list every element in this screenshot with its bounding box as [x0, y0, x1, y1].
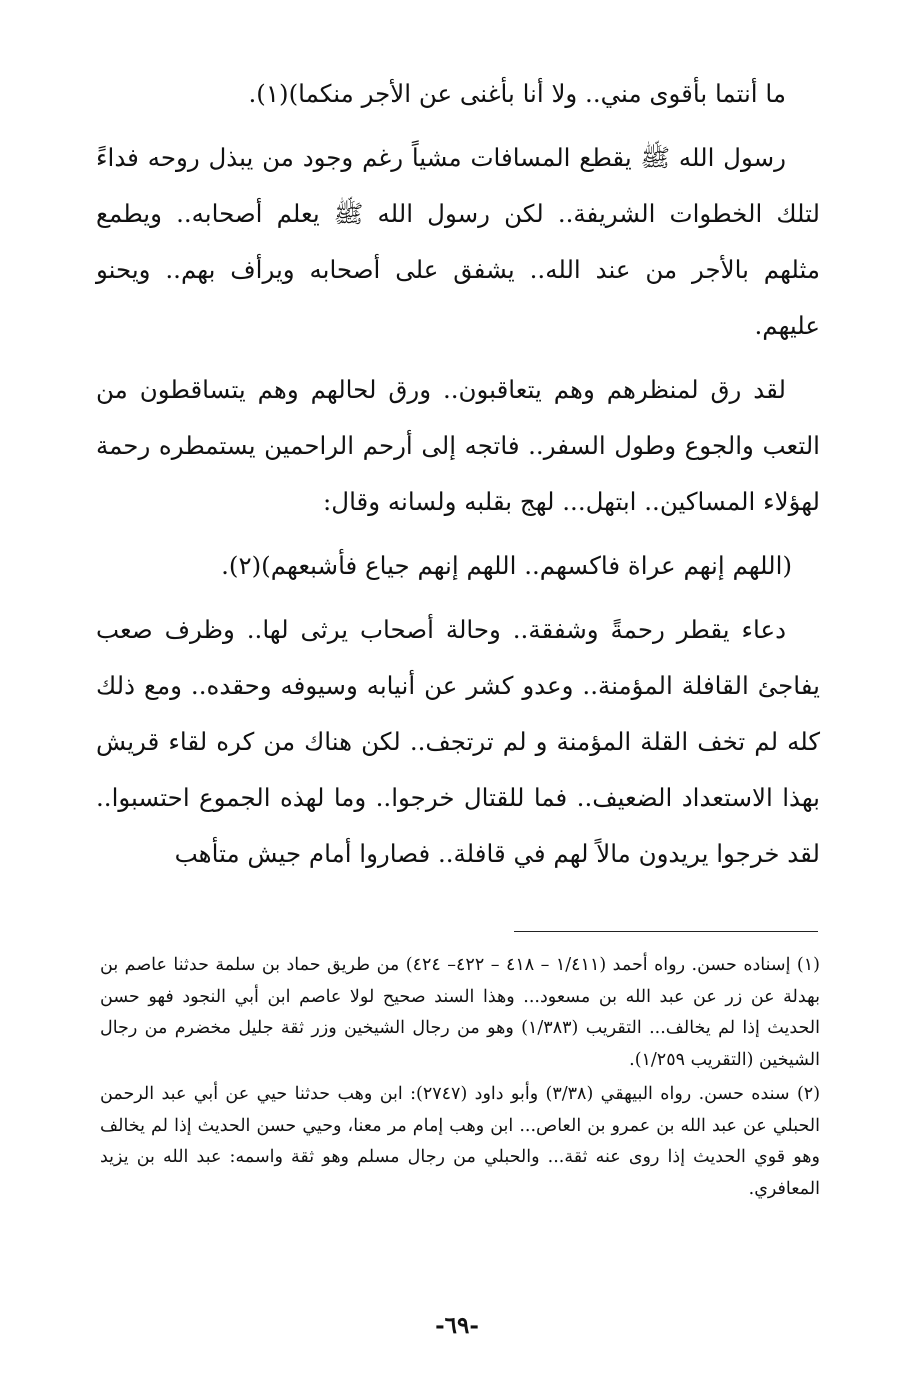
- footnotes: [100, 950, 820, 1208]
- footnote-2: (٢) سنده حسن. رواه البيهقي (٣/٣٨) وأبو داود (٢٧٤٧): ابن وهب حدثنا حيي عن أبي عبد الرحمن الحبلي عن عبد الله بن عمرو بن العاص... ابن وهب إمام مر معنا، وحيي حسن الحديث إذا لم يخالف وهو قوي الحديث إذا روى عنه ثقة... والحبلي من رجال مسلم وهو ثقة واسمه: عبد الله بن يزيد المعافري.: [100, 1084, 821, 1199]
- page-number: -٦٩-: [435, 1312, 479, 1339]
- paragraph-quote-ending: ما أنتما بأقوى مني.. ولا أنا بأغنى عن الأجر منكما)(١).: [248, 79, 786, 108]
- paragraph-situation: دعاء يقطر رحمةً وشفقة.. وحالة أصحاب يرثى لها.. وظرف صعب يفاجئ القافلة المؤمنة.. وعدو كشر عن أنيابه وسيوفه وحقده.. ومع ذلك كله لم تخف القلة المؤمنة و لم ترتجف.. لكن هناك من كره لقاء قريش بهذا الاستعداد الضعيف.. فما للقتال خرجوا.. وما لهذه الجموع احتسبوا.. لقد خرجوا يريدون مالاً لهم في قافلة.. فصاروا أمام جيش متأهب: [96, 615, 820, 868]
- paragraph-compassion: لقد رق لمنظرهم وهم يتعاقبون.. ورق لحالهم وهم يتساقطون من التعب والجوع وطول السفر.. فاتجه إلى أرحم الراحمين يستمطره رحمة لهؤلاء المساكين.. ابتهل... لهج بقلبه ولسانه وقال:: [96, 375, 820, 516]
- footnote-separator: [514, 931, 818, 932]
- paragraph-prophet-walking: رسول الله ﷺ يقطع المسافات مشياً رغم وجود من يبذل روحه فداءً لتلك الخطوات الشريفة.. لكن رسول الله ﷺ يعلم أصحابه.. ويطمع مثلهم بالأجر من عند الله.. يشفق على أصحابه ويرأف بهم.. ويحنو عليهم.: [96, 143, 820, 340]
- footnote-1: (١) إسناده حسن. رواه أحمد (١/٤١١ – ٤١٨ – ٤٢٢– ٤٢٤) من طريق حماد بن سلمة حدثنا عاصم بن بهدلة عن زر عن عبد الله بن مسعود... وهذا السند صحيح لولا عاصم ابن أبي النجود فهو حسن الحديث إذا لم يخالف... التقريب (١/٣٨٣) وهو من رجال الشيخين وزر ثقة جليل مخضرم من رجال الشيخين (التقريب ١/٢٥٩).: [100, 955, 820, 1070]
- main-text: [96, 66, 820, 890]
- paragraph-supplication: (اللهم إنهم عراة فاكسهم.. اللهم إنهم جياع فأشبعهم)(٢).: [221, 551, 792, 580]
